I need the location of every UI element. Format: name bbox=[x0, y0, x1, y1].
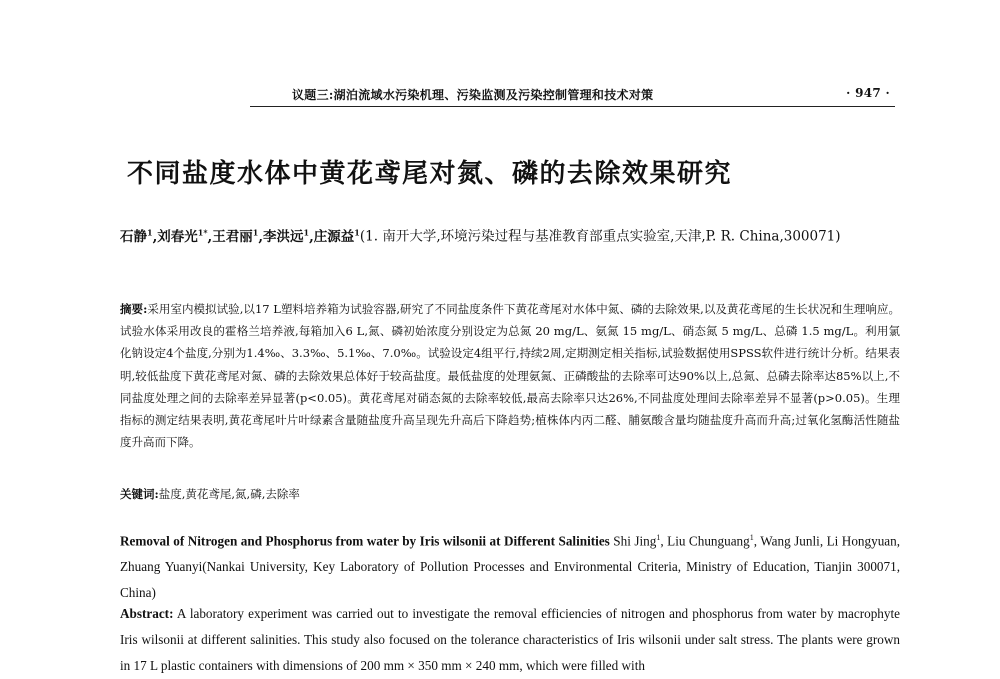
author-name-en: Shi Jing bbox=[613, 533, 657, 549]
affiliation-cn: (1. 南开大学,环境污染过程与基准教育部重点实验室,天津,P. R. China,300071) bbox=[359, 228, 841, 245]
author-name-en: Wang Junli bbox=[760, 533, 820, 549]
abstract-cn-label: 摘要: bbox=[120, 302, 148, 316]
author-name: 刘春光 bbox=[157, 228, 198, 245]
author-superscript: 1* bbox=[197, 227, 208, 237]
abstract-cn-text: 采用室内模拟试验,以17 L塑料培养箱为试验容器,研究了不同盐度条件下黄花鸢尾对水体中氮、磷的去除效果,以及黄花鸢尾的生长状况和生理响应。试验水体采用改良的霍格兰培养液,每箱加入6 L,氮、磷初始浓度分别设定为总氮 20 mg/L、氨氮 15 mg/L、硝态氮 5 mg/L、总磷 1.5 mg/L。利用氯化钠设定4个盐度,分别为1.4‰、3.3‰、5.1‰、7.0‰。试验设定4组平行,持续2周,定期测定相关指标,试验数据使用SPSS软件进行统计分析。结果表明,较低盐度下黄花鸢尾对氮、磷的去除效果总体好于较高盐度。最低盐度的处理氨氮、正磷酸盐的去除率可达90%以上,总氮、总磷去除率达85%以上,不同盐度处理之间的去除率差异显著(p<0.05)。黄花鸢尾对硝态氮的去除率较低,最高去除率只达26%,不同盐度处理间去除率差异不显著(p>0.05)。生理指标的测定结果表明,黄花鸢尾叶片叶绿素含量随盐度升高呈现先升高后下降趋势;植株体内丙二醛、脯氨酸含量均随盐度升高而升高;过氧化氢酶活性随盐度升高而下降。 bbox=[120, 302, 900, 450]
abstract-en-text: A laboratory experiment was carried out to investigate the removal efficiencies of nitrogen and phosphorus from water by macrophyte Iris wilsonii at different salinities. This study also focused on the tolerance characteristics of Iris wilsonii under salt stress. The plants were grown in 17 L plastic containers with dimensions of 200 mm × 350 mm × 240 mm, which were filled with bbox=[120, 606, 901, 673]
paper-title-cn: 不同盐度水体中黄花鸢尾对氮、磷的去除效果研究 bbox=[127, 159, 733, 189]
keywords-cn bbox=[120, 483, 900, 505]
authors-cn bbox=[120, 219, 900, 250]
running-head-section: 议题三:湖泊流域水污染机理、污染监测及污染控制管理和技术对策 bbox=[292, 88, 654, 102]
author-name-en: Liu Chunguang bbox=[667, 533, 750, 549]
author-superscript: 1 bbox=[252, 227, 259, 237]
header-rule bbox=[250, 106, 895, 107]
author-name: 李洪远 bbox=[263, 228, 304, 245]
author-name: 石静 bbox=[120, 228, 147, 245]
affiliation-en: (Nankai University, Key Laboratory of Pollution Processes and Environmental Criteria, Ministry of Education, Tianjin 300071, China) bbox=[120, 559, 900, 601]
abstract-cn bbox=[120, 298, 900, 453]
author-name-en: Li Hongyuan bbox=[826, 533, 897, 549]
paper-title-en: Removal of Nitrogen and Phosphorus from water by Iris wilsonii at Different Salinities bbox=[120, 533, 610, 549]
english-header: Removal of Nitrogen and Phosphorus from water by Iris wilsonii at Different Salinities Shi Jing$^1$, Liu Chunguang$^1$, Wang Junli, Li Hongyuan, Zhuang Yuanyi(Nankai University, Key Laboratory of Pollution Processes and Environmental Criteria, Ministry of Education, Tianjin 300071, China) bbox=[120, 533, 901, 601]
author-list: 石静$^1$,刘春光$^{1*}$,王君丽$^1$,李洪远$^1$,庄源益$^1$ bbox=[120, 227, 360, 245]
author-superscript: 1 bbox=[147, 227, 153, 237]
keywords-cn-label: 关键词: bbox=[120, 487, 159, 501]
keywords-cn-text: 盐度,黄花鸢尾,氮,磷,去除率 bbox=[158, 487, 300, 501]
author-name: 王君丽 bbox=[212, 228, 253, 245]
author-superscript-en: 1 bbox=[749, 533, 754, 542]
abstract-en-label: Abstract: bbox=[120, 606, 174, 621]
author-name-en: Zhuang Yuanyi bbox=[120, 559, 203, 575]
author-superscript-en: 1 bbox=[656, 533, 661, 542]
author-superscript: 1 bbox=[354, 227, 360, 237]
abstract-en bbox=[120, 601, 900, 679]
page-number: · 947 · bbox=[846, 86, 890, 100]
author-name: 庄源益 bbox=[313, 228, 355, 245]
author-superscript: 1 bbox=[303, 227, 310, 237]
